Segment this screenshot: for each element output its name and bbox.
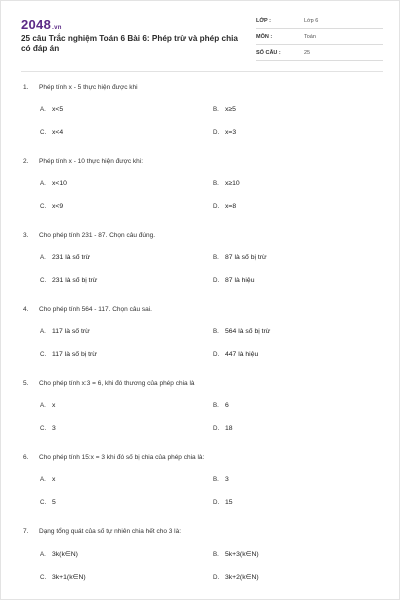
option-letter: B. xyxy=(213,180,219,187)
question-list xyxy=(23,81,383,599)
option-a[interactable] xyxy=(40,402,55,409)
question-7 xyxy=(23,525,383,599)
meta-value: Lớp 6 xyxy=(304,18,319,24)
option-letter: D. xyxy=(213,499,220,506)
option-text: 87 là hiệu xyxy=(225,277,255,284)
option-text: x<4 xyxy=(52,129,64,136)
option-b[interactable] xyxy=(213,180,240,187)
option-letter: A. xyxy=(40,180,46,187)
meta-row-count xyxy=(256,49,383,61)
option-letter: D. xyxy=(213,425,220,432)
site-logo[interactable] xyxy=(21,17,62,32)
question-text xyxy=(23,306,152,313)
option-text: x<9 xyxy=(52,203,64,210)
meta-label: LỚP : xyxy=(256,18,271,24)
question-text xyxy=(23,454,204,461)
option-b[interactable] xyxy=(213,476,229,483)
option-letter: C. xyxy=(40,203,47,210)
option-d[interactable] xyxy=(213,129,236,136)
option-text: 18 xyxy=(225,425,233,432)
option-c[interactable] xyxy=(40,277,97,284)
option-b[interactable] xyxy=(213,254,267,261)
option-text: 6 xyxy=(225,402,229,409)
question-1 xyxy=(23,81,383,155)
option-a[interactable] xyxy=(40,328,90,335)
option-letter: A. xyxy=(40,476,46,483)
option-d[interactable] xyxy=(213,277,254,284)
question-number: 1. xyxy=(23,84,29,91)
option-letter: D. xyxy=(213,203,220,210)
option-letter: B. xyxy=(213,328,219,335)
meta-value: Toán xyxy=(304,34,316,40)
meta-label: MÔN : xyxy=(256,34,273,40)
option-letter: A. xyxy=(40,254,46,261)
option-a[interactable] xyxy=(40,254,90,261)
option-letter: C. xyxy=(40,351,47,358)
option-text: 3k+1(k∈N) xyxy=(52,574,86,581)
question-number: 2. xyxy=(23,158,29,165)
option-letter: C. xyxy=(40,425,47,432)
question-number: 7. xyxy=(23,528,29,535)
document-meta xyxy=(256,17,383,65)
option-letter: D. xyxy=(213,129,220,136)
option-a[interactable] xyxy=(40,106,63,113)
header-divider xyxy=(21,71,383,72)
option-letter: C. xyxy=(40,574,47,581)
option-c[interactable] xyxy=(40,351,97,358)
logo-main: 2048 xyxy=(21,17,52,32)
question-prompt: Dạng tổng quát của số tự nhiên chia hết cho 3 là: xyxy=(39,528,182,535)
question-prompt: Cho phép tính 231 - 87. Chọn câu đúng. xyxy=(39,232,156,239)
option-text: 231 là số bị trừ xyxy=(52,277,98,284)
option-a[interactable] xyxy=(40,180,67,187)
option-d[interactable] xyxy=(213,351,258,358)
option-letter: C. xyxy=(40,129,47,136)
option-c[interactable] xyxy=(40,573,86,581)
document-header xyxy=(21,17,383,67)
option-letter: D. xyxy=(213,277,220,284)
option-d[interactable] xyxy=(213,573,259,581)
option-text: 231 là số trừ xyxy=(52,254,91,261)
option-d[interactable] xyxy=(213,425,233,432)
question-6 xyxy=(23,451,383,525)
option-text: 15 xyxy=(225,499,233,506)
option-letter: A. xyxy=(40,106,46,113)
meta-row-subject xyxy=(256,33,383,45)
meta-label: SỐ CÂU : xyxy=(256,50,281,56)
option-b[interactable] xyxy=(213,106,236,113)
option-letter: D. xyxy=(213,351,220,358)
option-letter: B. xyxy=(213,476,219,483)
question-3 xyxy=(23,229,383,303)
option-text: x=3 xyxy=(225,129,237,136)
option-letter: A. xyxy=(40,402,46,409)
question-number: 5. xyxy=(23,380,29,387)
question-text xyxy=(23,158,143,165)
option-letter: B. xyxy=(213,551,219,558)
question-number: 3. xyxy=(23,232,29,239)
question-prompt: Phép tính x - 5 thực hiện được khi xyxy=(39,84,138,91)
option-text: 3 xyxy=(225,476,229,483)
option-a[interactable] xyxy=(40,550,78,558)
option-b[interactable] xyxy=(213,328,270,335)
meta-value: 25 xyxy=(304,50,311,56)
question-prompt: Cho phép tính 564 - 117. Chọn câu sai. xyxy=(39,306,152,313)
option-text: x≥10 xyxy=(225,180,240,187)
option-letter: D. xyxy=(213,574,220,581)
option-text: 3 xyxy=(52,425,56,432)
question-4 xyxy=(23,303,383,377)
option-text: x xyxy=(52,402,56,409)
option-text: 5k+3(k∈N) xyxy=(225,551,259,558)
option-text: 3k(k∈N) xyxy=(52,551,78,558)
question-text xyxy=(23,84,138,91)
option-letter: A. xyxy=(40,551,46,558)
logo-sub: .vn xyxy=(52,25,62,31)
option-text: x<5 xyxy=(52,106,64,113)
option-c[interactable] xyxy=(40,499,56,506)
option-text: 117 là số bị trừ xyxy=(52,351,97,358)
option-letter: C. xyxy=(40,499,47,506)
question-5 xyxy=(23,377,383,451)
question-prompt: Cho phép tính 15:x = 3 khi đó số bị chia của phép chia là: xyxy=(39,454,205,461)
meta-row-class xyxy=(256,17,383,29)
option-letter: B. xyxy=(213,402,219,409)
option-text: x≥5 xyxy=(225,106,236,113)
option-text: 5 xyxy=(52,499,56,506)
option-text: x xyxy=(52,476,56,483)
option-text: 447 là hiệu xyxy=(225,351,259,358)
option-text: 117 là số trừ xyxy=(52,328,90,335)
option-text: x=8 xyxy=(225,203,237,210)
option-text: 3k+2(k∈N) xyxy=(225,574,259,581)
option-c[interactable] xyxy=(40,203,63,210)
question-text xyxy=(23,380,195,387)
question-number: 6. xyxy=(23,454,29,461)
question-number: 4. xyxy=(23,306,29,313)
question-text xyxy=(23,528,181,535)
option-letter: B. xyxy=(213,254,219,261)
question-2 xyxy=(23,155,383,229)
option-text: 564 là số bị trừ xyxy=(225,328,271,335)
option-letter: C. xyxy=(40,277,47,284)
option-text: 87 là số bị trừ xyxy=(225,254,267,261)
option-d[interactable] xyxy=(213,203,236,210)
document-title: 25 câu Trắc nghiệm Toán 6 Bài 6: Phép trừ và phép chia có đáp án xyxy=(21,34,238,53)
option-d[interactable] xyxy=(213,499,233,506)
option-b[interactable] xyxy=(213,402,229,409)
question-text xyxy=(23,232,155,239)
option-b[interactable] xyxy=(213,550,259,558)
question-prompt: Phép tính x - 10 thực hiện được khi: xyxy=(39,158,144,165)
question-prompt: Cho phép tính x:3 = 6, khi đó thương của phép chia là xyxy=(39,380,195,387)
option-letter: B. xyxy=(213,106,219,113)
option-c[interactable] xyxy=(40,129,63,136)
option-a[interactable] xyxy=(40,476,55,483)
option-letter: A. xyxy=(40,328,46,335)
option-c[interactable] xyxy=(40,425,56,432)
option-text: x<10 xyxy=(52,180,67,187)
